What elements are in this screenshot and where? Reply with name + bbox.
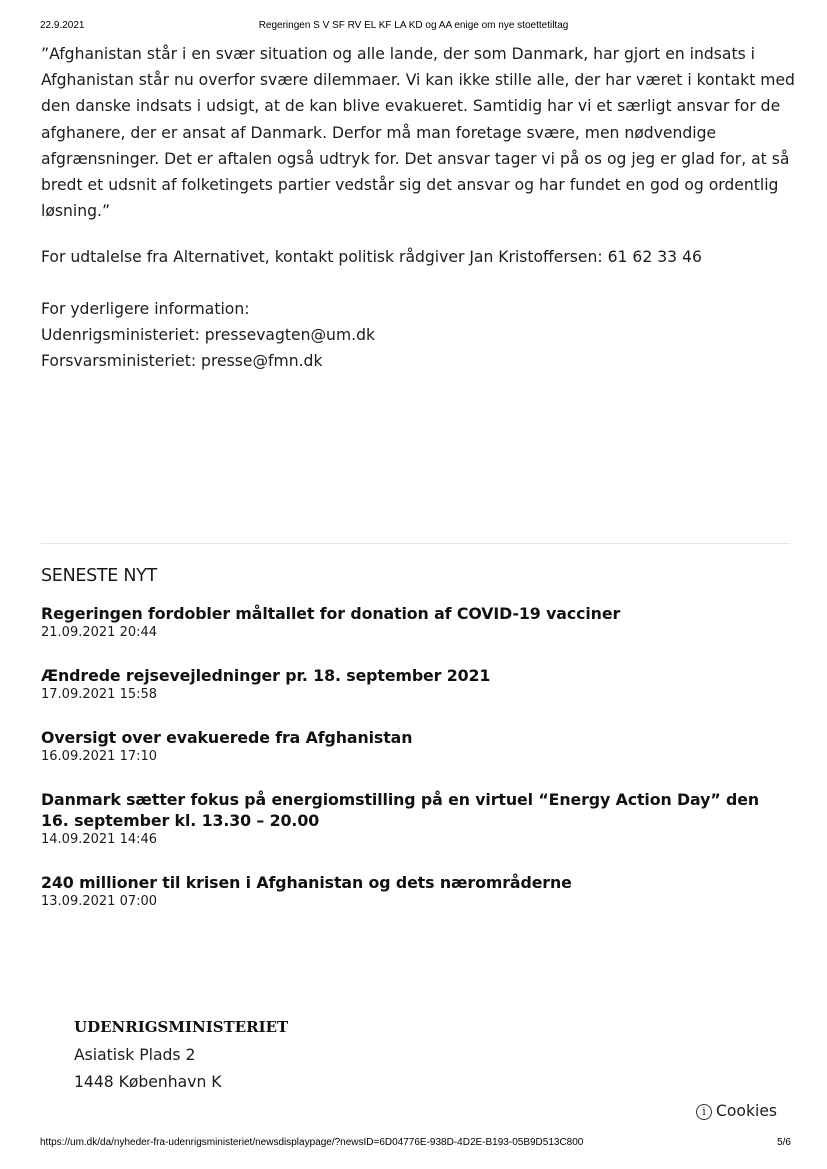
news-item-date: 13.09.2021 07:00	[41, 894, 158, 909]
news-item-link[interactable]: 240 millioner til krisen i Afghanistan og dets nærområderne	[41, 873, 572, 892]
news-item	[41, 603, 791, 642]
press-contact: For udtalelse fra Alternativet, kontakt politisk rådgiver Jan Kristoffersen: 61 62 33 46	[41, 248, 702, 266]
news-item	[41, 872, 791, 911]
news-item-date: 21.09.2021 20:44	[41, 625, 158, 640]
latest-news-heading: SENESTE NYT	[41, 566, 157, 586]
footer-address-city: 1448 København K	[74, 1072, 222, 1091]
info-block	[41, 296, 375, 375]
news-item-link[interactable]: Danmark sætter fokus på energiomstilling på en virtuel “Energy Action Day” den 16. september kl. 13.30 – 20.00	[41, 790, 759, 830]
news-item-link[interactable]: Ændrede rejsevejledninger pr. 18. september 2021	[41, 666, 491, 685]
print-header-date: 22.9.2021	[40, 20, 85, 31]
section-divider	[41, 543, 790, 544]
article-quote: ”Afghanistan står i en svær situation og alle lande, der som Danmark, har gjort en indsats i Afghanistan står nu overfor svære dilemmaer. Vi kan ikke stille alle, der har været i kontakt med den danske indsats i udsigt, at de kan blive evakueret. Samtidig har vi et særligt ansvar for de afghanere, der er ansat af Danmark. Derfor må man foretage svære, men nødvendige afgrænsninger. Det er aftalen også udtryk for. Det ansvar tager vi på os og jeg er glad for, at så bredt et udsnit af folketingets partier vedstår sig det ansvar og har fundet en god og ordentlig løsning.”	[41, 45, 795, 221]
news-item-date: 17.09.2021 15:58	[41, 687, 158, 702]
news-item-date: 16.09.2021 17:10	[41, 749, 158, 764]
footer-address	[74, 1042, 222, 1095]
news-item-link[interactable]: Oversigt over evakuerede fra Afghanistan	[41, 728, 413, 747]
cookies-label: Cookies	[716, 1102, 778, 1120]
info-um-contact: Udenrigsministeriet: pressevagten@um.dk	[41, 326, 376, 345]
news-item	[41, 789, 791, 849]
info-fmn-contact: Forsvarsministeriet: presse@fmn.dk	[41, 352, 323, 371]
latest-news-list	[41, 603, 791, 934]
news-item-date: 14.09.2021 14:46	[41, 832, 158, 847]
news-item-link[interactable]: Regeringen fordobler måltallet for donation af COVID-19 vacciner	[41, 604, 621, 623]
news-item	[41, 665, 791, 704]
print-footer-url: https://um.dk/da/nyheder-fra-udenrigsministeriet/newsdisplaypage/?newsID=6D04776E-938D-4D2E-B193-05B9D513C800	[40, 1137, 584, 1148]
footer-address-street: Asiatisk Plads 2	[74, 1046, 196, 1064]
footer-org-name: UDENRIGSMINISTERIET	[74, 1018, 289, 1036]
info-heading: For yderligere information:	[41, 300, 250, 318]
cookies-button[interactable]	[696, 1102, 777, 1120]
print-footer-page: 5/6	[777, 1137, 791, 1148]
print-header-title: Regeringen S V SF RV EL KF LA KD og AA enige om nye stoettetiltag	[258, 20, 569, 31]
news-item	[41, 727, 791, 766]
info-circle-icon: i	[696, 1104, 712, 1120]
